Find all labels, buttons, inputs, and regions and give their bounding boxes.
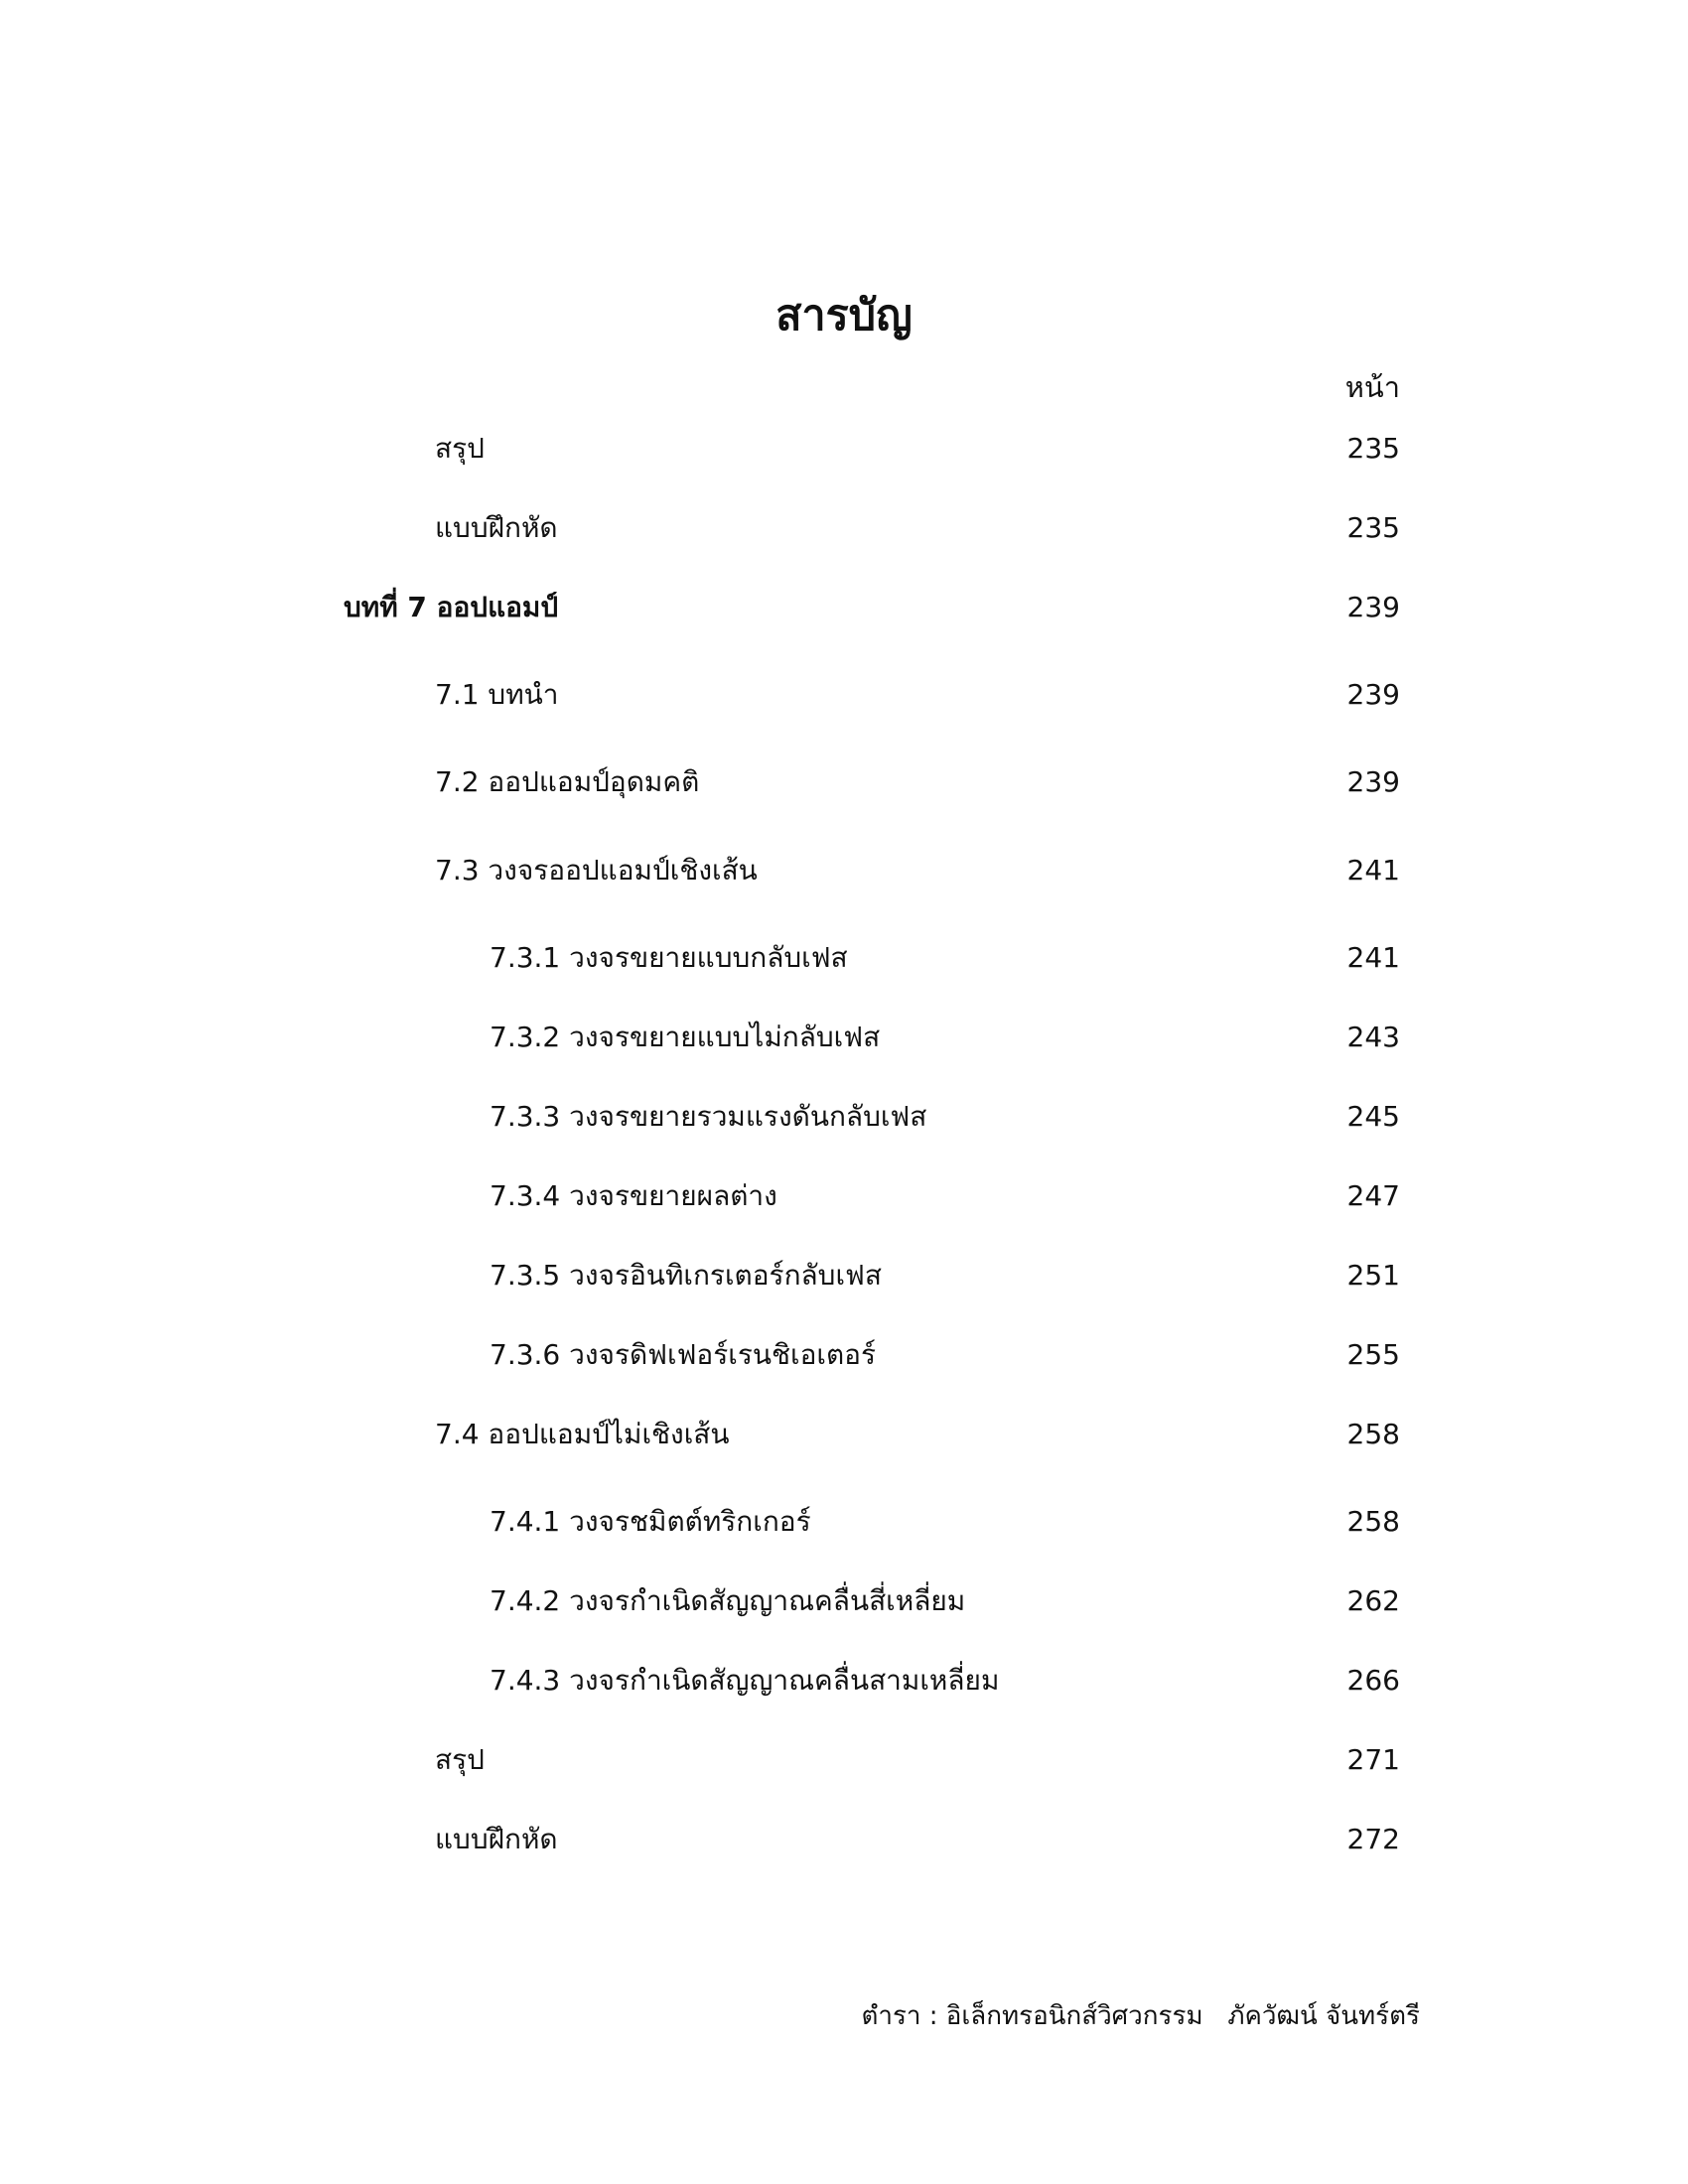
- page-title: สารบัญ: [775, 291, 913, 341]
- toc-entry-label: 7.3.5 วงจรอินทิเกรเตอร์กลับเฟส: [490, 1259, 882, 1292]
- toc-entry-page: 247: [1346, 1179, 1400, 1212]
- toc-entry-label: 7.3.3 วงจรขยายรวมแรงดันกลับเฟส: [490, 1100, 927, 1133]
- toc-entry: [0, 1740, 1688, 1780]
- toc-entry-label: 7.1 บทนำ: [435, 678, 559, 711]
- toc-entry-page: 241: [1346, 941, 1400, 974]
- toc-entry: [0, 1415, 1688, 1454]
- toc-entry-page: 243: [1346, 1021, 1400, 1053]
- toc-entry-label: แบบฝึกหัด: [435, 1823, 558, 1855]
- toc-entry-page: 251: [1346, 1259, 1400, 1292]
- toc-entry-page: 239: [1346, 678, 1400, 711]
- toc-entry: [0, 675, 1688, 715]
- toc-entry-page: 235: [1346, 432, 1400, 465]
- toc-subentry: [0, 1176, 1688, 1216]
- toc-entry-page: 245: [1346, 1100, 1400, 1133]
- toc-entry-label: 7.2 ออปแอมป์อุดมคติ: [435, 765, 700, 798]
- page-column-header: หน้า: [1344, 370, 1400, 404]
- toc-entry-page: 262: [1346, 1584, 1400, 1617]
- toc-entry-page: 258: [1346, 1418, 1400, 1450]
- toc-entry-label: 7.4 ออปแอมป์ไม่เชิงเส้น: [435, 1418, 730, 1450]
- toc-entry-label: สรุป: [435, 1743, 485, 1776]
- toc-entry: [0, 762, 1688, 802]
- toc-entry-label: 7.4.2 วงจรกำเนิดสัญญาณคลื่นสี่เหลี่ยม: [490, 1584, 966, 1617]
- toc-entry-page: 235: [1346, 511, 1400, 544]
- toc-entry-page: 239: [1346, 765, 1400, 798]
- toc-entry-label: 7.3.4 วงจรขยายผลต่าง: [490, 1179, 777, 1212]
- toc-subentry: [0, 1335, 1688, 1375]
- toc-entry-page: 241: [1346, 854, 1400, 887]
- toc-entry-label: 7.3 วงจรออปแอมป์เชิงเส้น: [435, 854, 758, 887]
- toc-entry-label: บทที่ 7 ออปแอมป์: [344, 591, 559, 623]
- toc-entry: [0, 1820, 1688, 1859]
- toc-entry: [0, 508, 1688, 548]
- toc-entry-label: สรุป: [435, 432, 485, 465]
- toc-entry-page: 255: [1346, 1338, 1400, 1371]
- toc-entry-label: 7.3.2 วงจรขยายแบบไม่กลับเฟส: [490, 1021, 881, 1053]
- toc-entry-page: 271: [1346, 1743, 1400, 1776]
- toc-subentry: [0, 938, 1688, 978]
- toc-subentry: [0, 1661, 1688, 1701]
- toc-entry-label: แบบฝึกหัด: [435, 511, 558, 544]
- toc-subentry: [0, 1502, 1688, 1542]
- toc-entry-page: 266: [1346, 1664, 1400, 1697]
- toc-entry-page: 258: [1346, 1505, 1400, 1538]
- toc-entry-label: 7.4.3 วงจรกำเนิดสัญญาณคลื่นสามเหลี่ยม: [490, 1664, 1000, 1697]
- toc-entry: [0, 851, 1688, 890]
- toc-entry-label: 7.3.6 วงจรดิฟเฟอร์เรนชิเอเตอร์: [490, 1338, 876, 1371]
- page-footer: ตำรา : อิเล็กทรอนิกส์วิศวกรรม ภัควัฒน์ จันทร์ตรี: [861, 2001, 1420, 2031]
- toc-subentry: [0, 1581, 1688, 1621]
- toc-entry: [0, 429, 1688, 469]
- toc-subentry: [0, 1097, 1688, 1137]
- toc-entry-label: 7.4.1 วงจรชมิตต์ทริกเกอร์: [490, 1505, 811, 1538]
- toc-subentry: [0, 1018, 1688, 1057]
- toc-entry-page: 239: [1346, 591, 1400, 623]
- toc-subentry: [0, 1256, 1688, 1296]
- toc-entry-label: 7.3.1 วงจรขยายแบบกลับเฟส: [490, 941, 848, 974]
- toc-chapter-heading: [0, 588, 1688, 627]
- toc-entry-page: 272: [1346, 1823, 1400, 1855]
